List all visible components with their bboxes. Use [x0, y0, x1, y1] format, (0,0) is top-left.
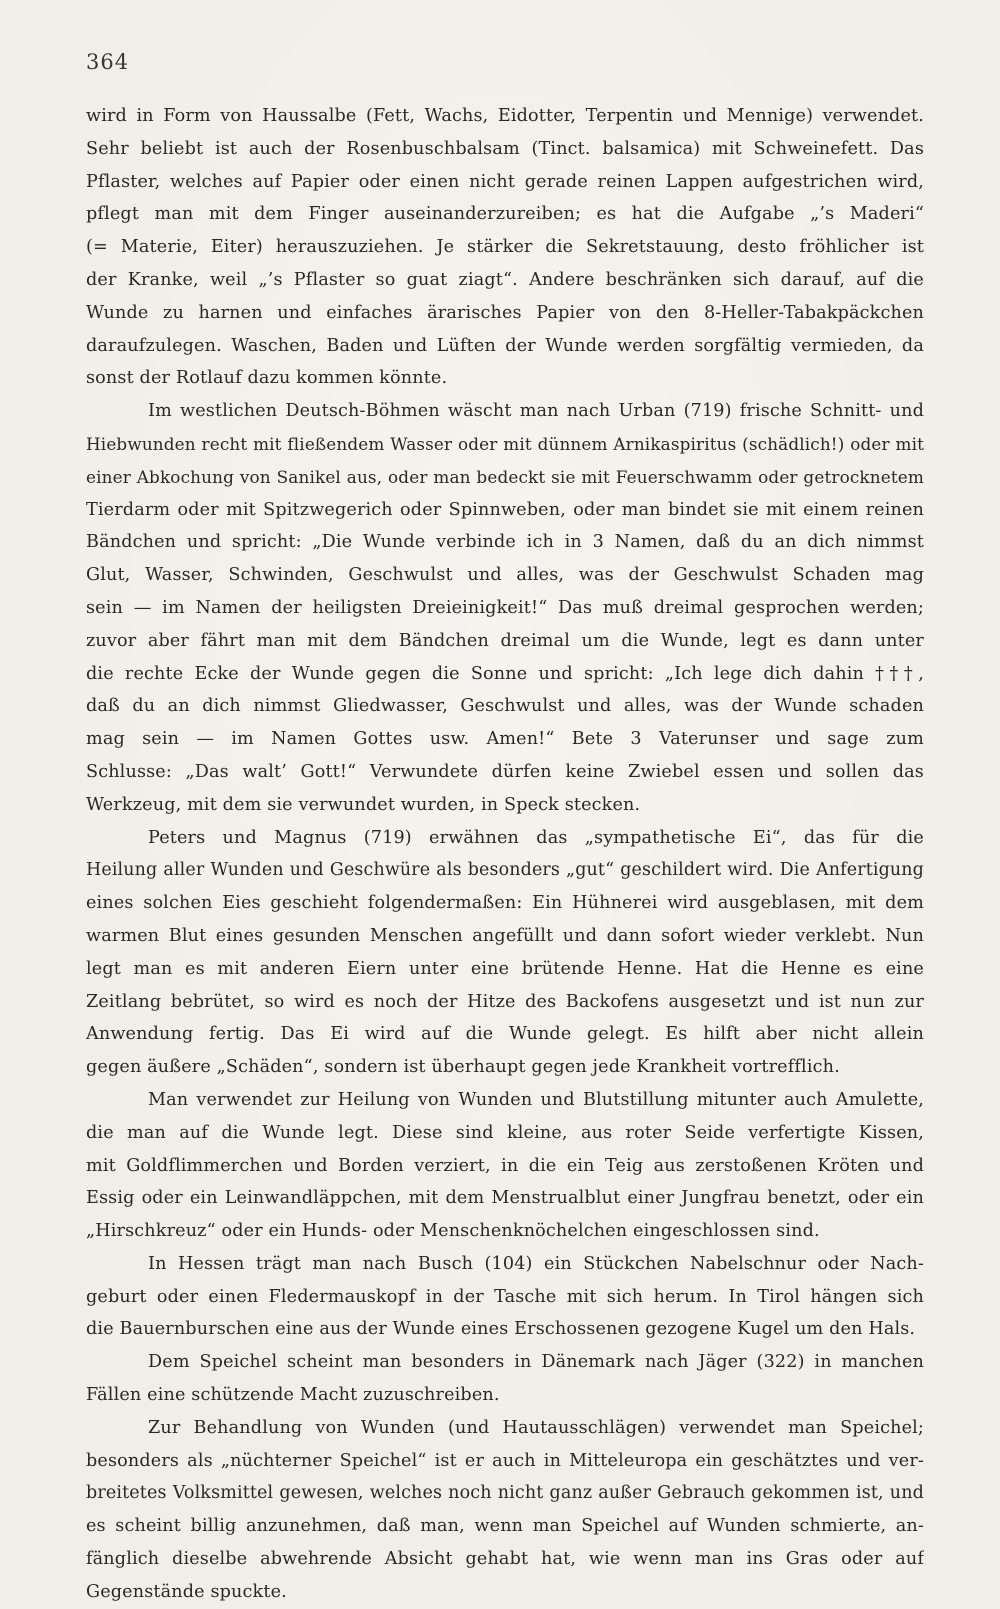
text-line: mag sein — im Namen Gottes usw. Amen!“ Bete 3 Vaterunser und sage zum [86, 729, 924, 750]
text-line: fänglich dieselbe abwehrende Absicht gehabt hat, wie wenn man ins Gras oder auf [86, 1549, 924, 1570]
text-line: warmen Blut eines gesunden Menschen angefüllt und dann sofort wieder verklebt. Nun [86, 925, 924, 946]
text-line: Anwendung fertig. Das Ei wird auf die Wunde gelegt. Es hilft aber nicht allein [86, 1024, 924, 1045]
text-line: einer Abkochung von Sanikel aus, oder man bedeckt sie mit Feuerschwamm oder getrocknetem [86, 466, 924, 487]
text-line: Zeitlang bebrütet, so wird es noch der Hitze des Backofens ausgesetzt und ist nun zur [86, 991, 924, 1012]
text-line: In Hessen trägt man nach Busch (104) ein Stückchen Nabelschnur oder Nach- [148, 1253, 924, 1274]
text-line: besonders als „nüchterner Speichel“ ist er auch in Mitteleuropa ein geschätztes und ver- [86, 1450, 924, 1471]
text-line: pflegt man mit dem Finger auseinanderzureiben; es hat die Aufgabe „’s Maderi“ [86, 204, 924, 225]
text-line: eines solchen Eies geschieht folgendermaßen: Ein Hühnerei wird ausgeblasen, mit dem [86, 893, 924, 914]
text-line: der Kranke, weil „’s Pflaster so guat ziagt“. Andere beschränken sich darauf, auf die [86, 269, 924, 290]
text-line: Sehr beliebt ist auch der Rosenbuschbalsam (Tinct. balsamica) mit Schweinefett. Das [86, 138, 924, 159]
page-number: 364 [86, 50, 130, 74]
text-line: die man auf die Wunde legt. Diese sind kleine, aus roter Seide verfertigte Kissen, [86, 1122, 924, 1143]
text-line: Im westlichen Deutsch-Böhmen wäscht man nach Urban (719) frische Schnitt- und [148, 401, 924, 422]
text-line: Essig oder ein Leinwandläppchen, mit dem Menstrualblut einer Jungfrau benetzt, oder ein [86, 1188, 924, 1209]
text-line: geburt oder einen Fledermauskopf in der Tasche mit sich herum. In Tirol hängen sich [86, 1286, 924, 1307]
text-line: Dem Speichel scheint man besonders in Dänemark nach Jäger (322) in manchen [148, 1352, 924, 1373]
text-line: die Bauernburschen eine aus der Wunde eines Erschossenen gezogene Kugel um den Hals. [86, 1319, 916, 1340]
body-text [86, 100, 924, 1609]
text-line: gegen äußere „Schäden“, sondern ist überhaupt gegen jede Krankheit vortrefflich. [86, 1057, 840, 1078]
text-line: Wunde zu harnen und einfaches ärarisches Papier von den 8-Heller-Tabakpäckchen [86, 302, 924, 323]
text-line: Gegenstände spuckte. [86, 1581, 287, 1602]
text-line: Heilung aller Wunden und Geschwüre als besonders „gut“ geschildert wird. Die Anfertigung [86, 860, 924, 881]
text-line: Fällen eine schützende Macht zuzuschreiben. [86, 1385, 500, 1406]
text-line: Man verwendet zur Heilung von Wunden und Blutstillung mitunter auch Amulette, [148, 1089, 924, 1110]
text-line: Hiebwunden recht mit fließendem Wasser oder mit dünnem Arnikaspiritus (schädlich!) oder mit [86, 433, 924, 454]
text-line: Schlusse: „Das walt’ Gott!“ Verwundete dürfen keine Zwiebel essen und sollen das [86, 761, 924, 782]
text-line: es scheint billig anzunehmen, daß man, wenn man Speichel auf Wunden schmierte, an- [86, 1516, 924, 1537]
text-line: mit Goldflimmerchen und Borden verziert, in die ein Teig aus zerstoßenen Kröten und [86, 1155, 924, 1176]
text-line: Zur Behandlung von Wunden (und Hautausschlägen) verwendet man Speichel; [148, 1417, 924, 1438]
text-line: Werkzeug, mit dem sie verwundet wurden, in Speck stecken. [86, 794, 641, 815]
text-line: zuvor aber fährt man mit dem Bändchen dreimal um die Wunde, legt es dann unter [86, 630, 924, 651]
text-line: „Hirschkreuz“ oder ein Hunds- oder Menschenknöchelchen eingeschlossen sind. [86, 1221, 820, 1242]
text-line: sein — im Namen der heiligsten Dreieinigkeit!“ Das muß dreimal gesprochen werden; [86, 597, 924, 618]
text-line: (= Materie, Eiter) herauszuziehen. Je stärker die Sekretstauung, desto fröhlicher ist [86, 237, 924, 258]
text-line: daraufzulegen. Waschen, Baden und Lüften der Wunde werden sorgfältig vermieden, da [86, 335, 924, 356]
text-line: wird in Form von Haussalbe (Fett, Wachs, Eidotter, Terpentin und Mennige) verwendet. [86, 106, 924, 126]
text-line: Pflaster, welches auf Papier oder einen nicht gerade reinen Lappen aufgestrichen wird, [86, 171, 924, 192]
text-line: Glut, Wasser, Schwinden, Geschwulst und alles, was der Geschwulst Schaden mag [86, 565, 924, 586]
text-line: Tierdarm oder mit Spitzwegerich oder Spinnweben, oder man bindet sie mit einem reinen [86, 499, 924, 520]
text-line: Bändchen und spricht: „Die Wunde verbinde ich in 3 Namen, daß du an dich nimmst [86, 532, 924, 553]
text-line: daß du an dich nimmst Gliedwasser, Geschwulst und alles, was der Wunde schaden [86, 696, 924, 717]
text-line: legt man es mit anderen Eiern unter eine brütende Henne. Hat die Henne es eine [86, 958, 924, 979]
text-line: Peters und Magnus (719) erwähnen das „sympathetische Ei“, das für die [148, 827, 924, 848]
text-line: breitetes Volksmittel gewesen, welches noch nicht ganz außer Gebrauch gekommen ist, und [86, 1483, 924, 1504]
text-line: die rechte Ecke der Wunde gegen die Sonne und spricht: „Ich lege dich dahin †††, [86, 663, 924, 684]
text-line: sonst der Rotlauf dazu kommen könnte. [86, 368, 448, 389]
